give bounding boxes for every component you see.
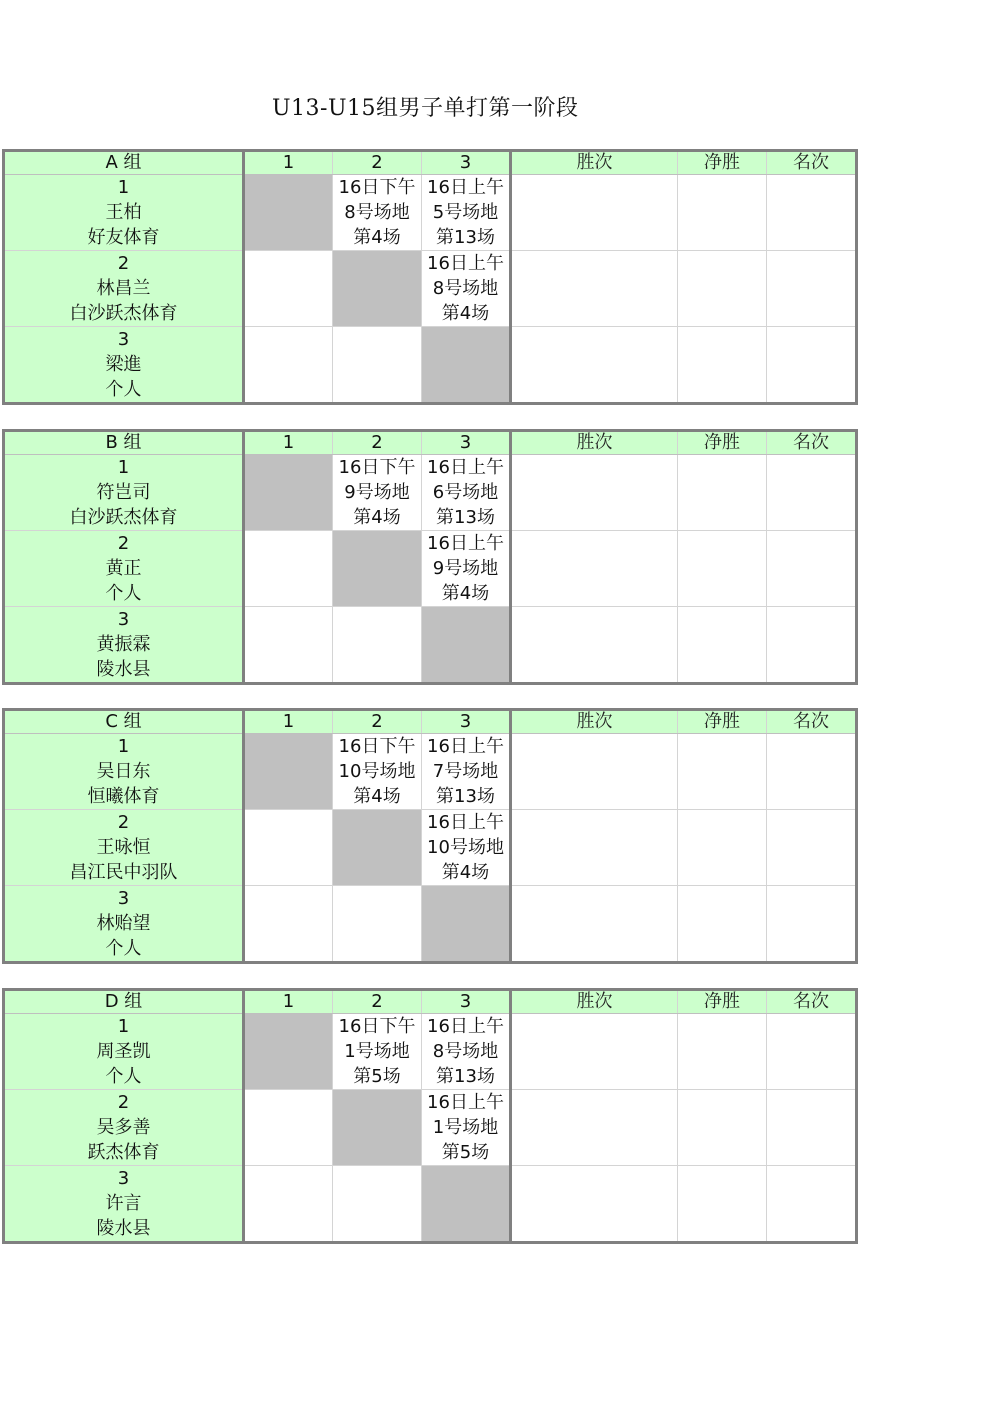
col-2-header: 2 [333,990,422,1014]
rank-cell[interactable] [767,455,857,531]
wins-header: 胜次 [511,151,678,175]
player-team: 跃杰体育 [87,1142,160,1163]
col-1-header: 1 [244,151,333,175]
group-table-d [2,988,858,1244]
match-order: 第13场 [436,786,495,807]
player-cell [4,810,244,886]
match-order: 第4场 [353,786,401,807]
bye-cell [244,175,333,251]
player-name: 王柏 [105,202,142,223]
player-row-1 [4,175,857,251]
rank-cell[interactable] [767,607,857,684]
col-1-header: 1 [244,990,333,1014]
rank-cell[interactable] [767,734,857,810]
player-row-3 [4,1166,857,1243]
player-number: 3 [117,329,130,350]
bye-cell [422,607,511,684]
player-number: 2 [117,812,130,833]
player-number: 1 [117,1016,130,1037]
player-cell [4,251,244,327]
bye-cell [244,1014,333,1090]
player-name: 林贻望 [96,913,151,934]
player-name: 符岂司 [96,482,151,503]
match-order: 第4场 [353,507,401,528]
match-time: 16日上午 [427,457,504,478]
net-header: 净胜 [678,431,767,455]
col-2-header: 2 [333,710,422,734]
player-row-1 [4,1014,857,1090]
result-cell[interactable] [333,886,422,963]
net-cell[interactable] [678,607,767,684]
net-header: 净胜 [678,151,767,175]
bye-cell [333,531,422,607]
bye-cell [422,886,511,963]
player-row-3 [4,327,857,404]
col-3-header: 3 [422,990,511,1014]
player-name: 许言 [105,1193,142,1214]
player-name: 黄振霖 [96,634,151,655]
wins-cell[interactable] [511,455,678,531]
player-name: 林昌兰 [96,278,151,299]
player-number: 1 [117,177,130,198]
wins-header: 胜次 [511,990,678,1014]
player-row-2 [4,531,857,607]
player-team: 好友体育 [87,227,160,248]
player-team: 恒曦体育 [87,786,160,807]
match-2v3 [422,810,511,886]
match-2v3 [422,1090,511,1166]
col-3-header: 3 [422,710,511,734]
player-team: 个人 [105,583,142,604]
net-cell[interactable] [678,327,767,404]
player-cell [4,734,244,810]
bye-cell [422,327,511,404]
player-team: 白沙跃杰体育 [69,507,178,528]
net-cell[interactable] [678,886,767,963]
net-cell[interactable] [678,810,767,886]
match-time: 16日上午 [427,736,504,757]
player-number: 2 [117,1092,130,1113]
player-number: 2 [117,253,130,274]
match-time: 16日上午 [427,1092,504,1113]
wins-header: 胜次 [511,431,678,455]
wins-cell[interactable] [511,251,678,327]
rank-cell[interactable] [767,531,857,607]
net-cell[interactable] [678,251,767,327]
group-table-c [2,708,858,964]
match-court: 5号场地 [432,202,499,223]
group-table-a [2,149,858,405]
rank-cell[interactable] [767,251,857,327]
player-row-2 [4,251,857,327]
rank-cell[interactable] [767,810,857,886]
wins-cell[interactable] [511,1090,678,1166]
match-time: 16日上午 [427,177,504,198]
rank-header: 名次 [767,990,857,1014]
match-order: 第13场 [436,227,495,248]
player-row-1 [4,455,857,531]
match-1v3 [422,1014,511,1090]
player-team: 昌江民中羽队 [69,862,178,883]
match-court: 9号场地 [344,482,410,503]
player-name: 黄正 [105,558,142,579]
match-court: 10号场地 [338,761,416,782]
result-cell[interactable] [244,1166,333,1243]
player-cell [4,1090,244,1166]
match-order: 第4场 [353,227,401,248]
group-label: A 组 [4,151,244,175]
bye-cell [333,1090,422,1166]
player-cell [4,886,244,963]
match-1v3 [422,734,511,810]
player-team: 陵水县 [96,659,151,680]
bye-cell [244,734,333,810]
net-cell[interactable] [678,1166,767,1243]
col-3-header: 3 [422,431,511,455]
player-row-1 [4,734,857,810]
player-number: 3 [117,609,130,630]
match-order: 第13场 [436,507,495,528]
result-cell[interactable] [244,886,333,963]
match-order: 第5场 [441,1142,490,1163]
col-1-header: 1 [244,710,333,734]
group-table-b [2,429,858,685]
match-court: 1号场地 [344,1041,410,1062]
net-cell[interactable] [678,455,767,531]
net-cell[interactable] [678,1090,767,1166]
net-cell[interactable] [678,175,767,251]
rank-cell[interactable] [767,175,857,251]
group-label: B 组 [4,431,244,455]
match-order: 第4场 [441,583,490,604]
match-order: 第13场 [436,1066,495,1087]
player-team: 个人 [105,938,142,959]
player-name: 吴日东 [96,761,151,782]
match-time: 16日下午 [338,177,416,198]
player-name: 梁進 [105,354,142,375]
match-order: 第5场 [353,1066,401,1087]
col-3-header: 3 [422,151,511,175]
result-cell[interactable] [244,810,333,886]
net-header: 净胜 [678,710,767,734]
player-name: 王咏恒 [96,837,151,858]
player-number: 3 [117,1168,130,1189]
net-cell[interactable] [678,531,767,607]
group-label: D 组 [4,990,244,1014]
player-team: 个人 [105,1066,142,1087]
player-cell [4,1014,244,1090]
player-team: 白沙跃杰体育 [69,303,178,324]
match-court: 7号场地 [432,761,499,782]
group-header-row [4,990,857,1014]
match-time: 16日下午 [338,736,416,757]
net-cell[interactable] [678,734,767,810]
player-row-3 [4,886,857,963]
result-cell[interactable] [244,607,333,684]
player-row-2 [4,810,857,886]
wins-header: 胜次 [511,710,678,734]
wins-cell[interactable] [511,531,678,607]
result-cell[interactable] [333,607,422,684]
match-1v2 [333,1014,422,1090]
rank-cell[interactable] [767,1166,857,1243]
group-label: C 组 [4,710,244,734]
match-court: 8号场地 [344,202,410,223]
net-header: 净胜 [678,990,767,1014]
match-court: 9号场地 [432,558,499,579]
rank-header: 名次 [767,151,857,175]
player-name: 吴多善 [96,1117,151,1138]
result-cell[interactable] [244,251,333,327]
player-cell [4,175,244,251]
wins-cell[interactable] [511,734,678,810]
col-1-header: 1 [244,431,333,455]
rank-header: 名次 [767,431,857,455]
rank-cell[interactable] [767,886,857,963]
wins-cell[interactable] [511,1166,678,1243]
match-1v3 [422,455,511,531]
match-time: 16日上午 [427,812,504,833]
match-1v2 [333,455,422,531]
result-cell[interactable] [244,327,333,404]
match-1v2 [333,175,422,251]
player-cell [4,327,244,404]
player-cell [4,607,244,684]
bye-cell [244,455,333,531]
rank-cell[interactable] [767,1090,857,1166]
page-title: U13-U15组男子单打第一阶段 [272,96,579,121]
wins-cell[interactable] [511,327,678,404]
bye-cell [333,810,422,886]
rank-cell[interactable] [767,327,857,404]
wins-cell[interactable] [511,810,678,886]
group-header-row [4,710,857,734]
result-cell[interactable] [333,327,422,404]
rank-cell[interactable] [767,1014,857,1090]
player-number: 1 [117,736,130,757]
wins-cell[interactable] [511,607,678,684]
net-cell[interactable] [678,1014,767,1090]
result-cell[interactable] [333,1166,422,1243]
bye-cell [422,1166,511,1243]
player-number: 2 [117,533,130,554]
group-header-row [4,431,857,455]
match-time: 16日下午 [338,1016,416,1037]
player-cell [4,531,244,607]
match-time: 16日上午 [427,253,504,274]
match-time: 16日上午 [427,533,504,554]
match-2v3 [422,531,511,607]
match-court: 8号场地 [432,1041,499,1062]
match-court: 1号场地 [432,1117,499,1138]
match-1v2 [333,734,422,810]
player-cell [4,1166,244,1243]
rank-header: 名次 [767,710,857,734]
match-time: 16日上午 [427,1016,504,1037]
player-row-2 [4,1090,857,1166]
match-1v3 [422,175,511,251]
player-number: 3 [117,888,130,909]
player-row-3 [4,607,857,684]
result-cell[interactable] [244,531,333,607]
match-court: 10号场地 [427,837,504,858]
match-court: 8号场地 [432,278,499,299]
match-2v3 [422,251,511,327]
match-order: 第4场 [441,303,490,324]
player-name: 周圣凯 [96,1041,151,1062]
bye-cell [333,251,422,327]
wins-cell[interactable] [511,175,678,251]
result-cell[interactable] [244,1090,333,1166]
player-number: 1 [117,457,130,478]
match-order: 第4场 [441,862,490,883]
col-2-header: 2 [333,151,422,175]
player-cell [4,455,244,531]
col-2-header: 2 [333,431,422,455]
match-time: 16日下午 [338,457,416,478]
match-court: 6号场地 [432,482,499,503]
player-team: 陵水县 [96,1218,151,1239]
wins-cell[interactable] [511,886,678,963]
wins-cell[interactable] [511,1014,678,1090]
group-header-row [4,151,857,175]
player-team: 个人 [105,379,142,400]
